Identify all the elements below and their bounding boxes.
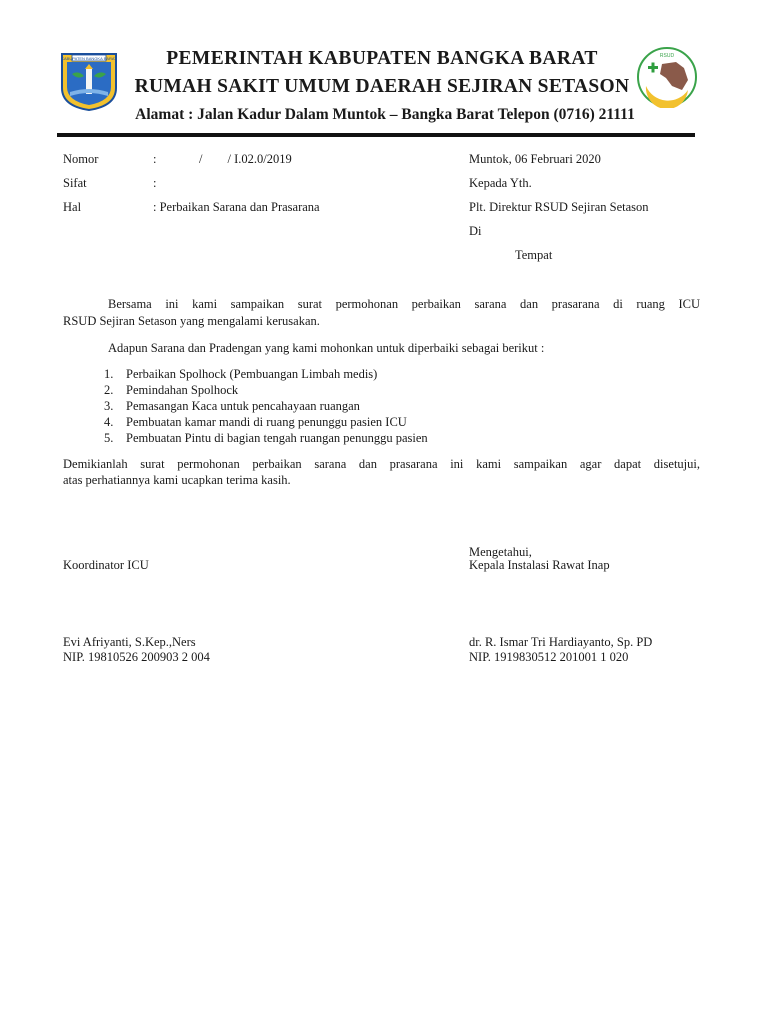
signature-right-title: Kepala Instalasi Rawat Inap (469, 558, 610, 572)
paragraph-1-line1: Bersama ini kami sampaikan surat permohonan perbaikan sarana dan prasarana di ruang ICU (108, 297, 700, 311)
closing-line2: atas perhatiannya kami ucapkan terima kasih. (63, 473, 291, 487)
recipient-kepada: Kepada Yth. (469, 176, 532, 190)
list-item: 1. Perbaikan Spolhock (Pembuangan Limbah medis) (104, 367, 378, 381)
signature-right-nip: NIP. 1919830512 201001 1 020 (469, 650, 629, 664)
list-item: 2. Pemindahan Spolhock (104, 383, 239, 397)
list-item: 4. Pembuatan kamar mandi di ruang penunggu pasien ICU (104, 415, 407, 429)
nomor-label: Nomor (63, 152, 99, 166)
list-item: 3. Pemasangan Kaca untuk pencahayaan ruangan (104, 399, 360, 413)
signature-right-name: dr. R. Ismar Tri Hardiayanto, Sp. PD (469, 635, 653, 649)
signature-left-nip: NIP. 19810526 200903 2 004 (63, 650, 210, 664)
nomor-value: / / I.02.0/2019 (199, 152, 292, 166)
left-logo-text: KABUPATEN BANGKA BARAT (61, 56, 117, 61)
signature-left-title: Koordinator ICU (63, 558, 149, 572)
paragraph-2: Adapun Sarana dan Pradengan yang kami mohonkan untuk diperbaiki sebagai berikut : (108, 341, 545, 355)
hospital-logo (636, 46, 698, 108)
nomor-colon: : (153, 152, 157, 166)
recipient-name: Plt. Direktur RSUD Sejiran Setason (469, 200, 649, 214)
hal-value: : Perbaikan Sarana dan Prasarana (153, 200, 320, 214)
repair-items-list (104, 366, 428, 446)
hal-label: Hal (63, 200, 82, 214)
signature-left-name: Evi Afriyanti, S.Kep.,Ners (63, 635, 196, 649)
letterhead-line2: RUMAH SAKIT UMUM DAERAH SEJIRAN SETASON (134, 76, 630, 97)
letter-date: Muntok, 06 Februari 2020 (469, 152, 601, 166)
sifat-colon: : (153, 176, 157, 190)
regency-emblem-logo (58, 50, 120, 112)
closing-line1: Demikianlah surat permohonan perbaikan sarana dan prasarana ini kami sampaikan agar dapat disetujui, (63, 457, 700, 471)
sifat-label: Sifat (63, 176, 87, 190)
list-item: 5. Pembuatan Pintu di bagian tengah ruangan penunggu pasien (104, 431, 428, 445)
letterhead-divider (57, 133, 695, 137)
letterhead-address: Alamat : Jalan Kadur Dalam Muntok – Bangka Barat Telepon (0716) 21111 (135, 106, 635, 123)
letterhead-line1: PEMERINTAH KABUPATEN BANGKA BARAT (166, 48, 598, 69)
signature-right-pre: Mengetahui, (469, 545, 532, 559)
recipient-tempat: Tempat (515, 248, 553, 262)
recipient-di: Di (469, 224, 482, 238)
paragraph-1-line2: RSUD Sejiran Setason yang mengalami kerusakan. (63, 314, 320, 328)
right-logo-text: RSUD (659, 53, 675, 59)
